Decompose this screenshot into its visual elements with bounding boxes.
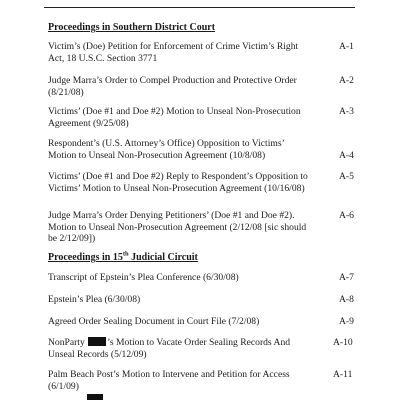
toc-entry-a7: Transcript of Epstein’s Plea Conference (6/30/08): [48, 272, 239, 283]
toc-ref-a10: A-10: [333, 337, 353, 348]
toc-entry-a5: Victims’ (Doe #1 and Doe #2) Reply to Respondent’s Opposition to Victims’ Motion to Unseal Non-Prosecution Agreement (10/16/08): [48, 171, 308, 194]
toc-entry-a6: Judge Marra’s Order Denying Petitioners’ (Doe #1 and Doe #2). Motion to Unseal Non-Prosecution Agreement (2/12/08 [sic should be 2/12/09]): [48, 210, 307, 245]
toc-ref-a1: A-1: [339, 41, 354, 52]
toc-entry-a10: NonParty ’s Motion to Vacate Order Sealing Records And Unseal Records (5/12/09): [48, 337, 291, 360]
toc-ref-a3: A-3: [339, 106, 354, 117]
toc-entry-a8: Epstein’s Plea (6/30/08): [48, 294, 141, 305]
toc-entry-a3: Victims’ (Doe #1 and Doe #2) Motion to Unseal Non-Prosecution Agreement (9/25/08): [48, 106, 301, 129]
toc-ref-a5: A-5: [339, 171, 354, 182]
redaction-box-bottom: [87, 394, 103, 400]
toc-entry-a11: Palm Beach Post’s Motion to Intervene and Petition for Access (6/1/09): [48, 369, 290, 392]
toc-ref-a8: A-8: [339, 294, 354, 305]
toc-ref-a4: A-4: [339, 150, 354, 161]
toc-entry-a9: Agreed Order Sealing Document in Court File (7/2/08): [48, 316, 260, 327]
toc-ref-a9: A-9: [339, 316, 354, 327]
toc-ref-a2: A-2: [339, 75, 354, 86]
section-heading-southern-district: Proceedings in Southern District Court: [48, 22, 216, 33]
toc-ref-a11: A-11: [333, 369, 353, 380]
top-rule: [44, 7, 355, 8]
toc-ref-a6: A-6: [339, 210, 354, 221]
redaction-box: [88, 337, 106, 346]
section-heading-15th-judicial-circuit: Proceedings in 15th Judicial Circuit: [48, 250, 198, 263]
toc-entry-a2: Judge Marra’s Order to Compel Production and Protective Order (8/21/08): [48, 75, 297, 98]
toc-ref-a7: A-7: [339, 272, 354, 283]
toc-entry-a1: Victim’s (Doe) Petition for Enforcement of Crime Victim’s Right Act, 18 U.S.C. Section 3771: [48, 41, 299, 64]
toc-entry-a4: Respondent’s (U.S. Attorney’s Office) Opposition to Victims’ Motion to Unseal Non-Prosecution Agreement (10/8/08): [48, 138, 285, 161]
